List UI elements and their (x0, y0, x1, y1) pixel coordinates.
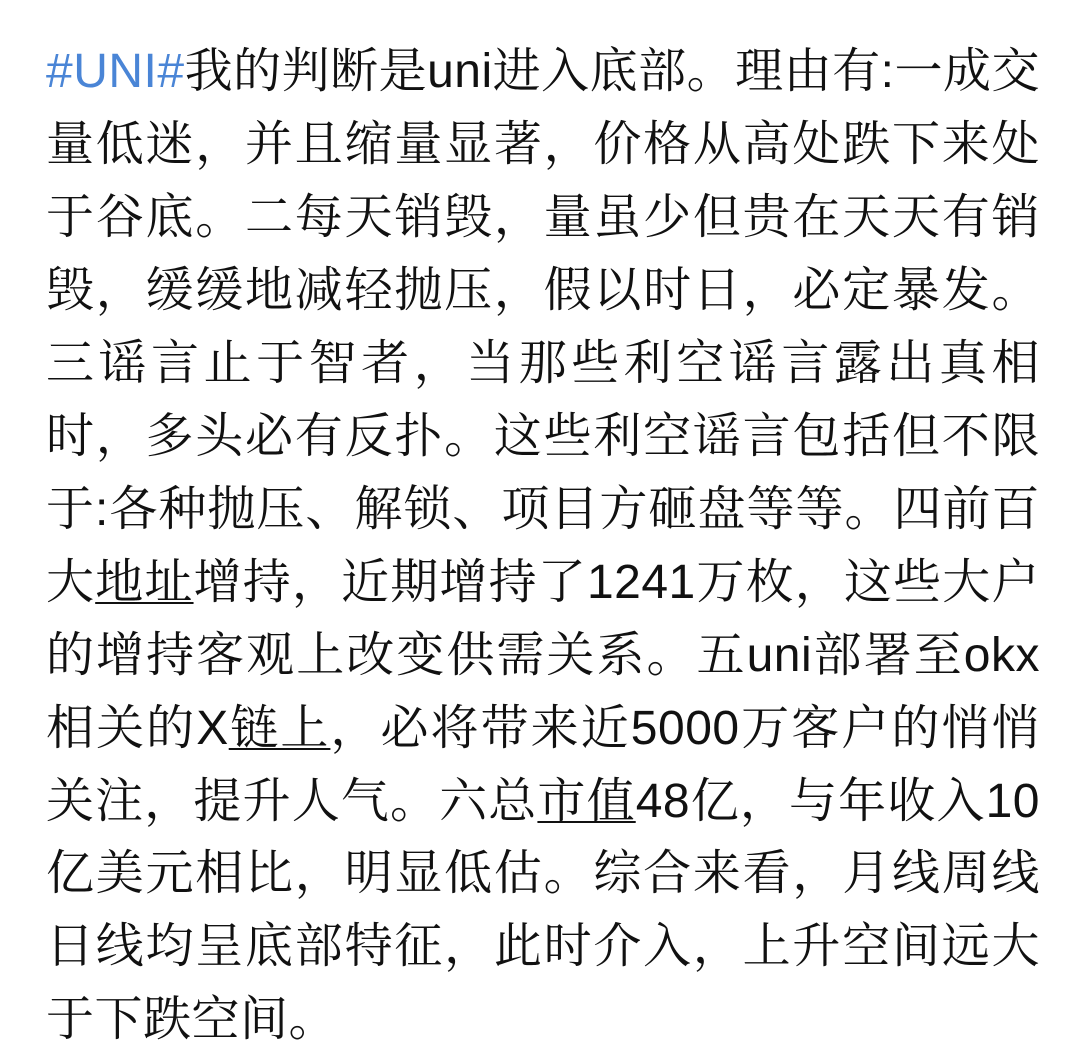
post-segment-1: 地址 (95, 555, 194, 609)
post-segment-0: 我的判断是uni进入底部。理由有:一成交量低迷，并且缩量显著，价格从高处跌下来处于谷底。二每天销毁，量虽少但贵在天天有销毁，缓缓地减轻抛压，假以时日，必定暴发。三谣言止于智者，当那些利空谣言露出真相时，多头必有反扑。这些利空谣言包括但不限于:各种抛压、解锁、项目方砸盘等等。四前百大 (46, 45, 1040, 609)
post-text-body (46, 36, 1040, 1057)
post-segment-2: 增持，近期增持了1241万枚，这些大户的增持客观上改变供需关系。五uni部署至okx相关的X (46, 555, 1040, 755)
topic-tag-link[interactable]: #UNI# (46, 45, 185, 98)
post-segment-6: 48亿，与年收入10亿美元相比，明显低估。综合来看，月线周线日线均呈底部特征，此时介入，上升空间远大于下跌空间。 (46, 774, 1040, 1047)
post-segment-4: ，必将带来近5000万客户的悄悄关注，提升人气。六总 (46, 701, 1040, 828)
post-segment-3: 链上 (228, 701, 331, 755)
post-segment-5: 市值 (537, 774, 636, 828)
